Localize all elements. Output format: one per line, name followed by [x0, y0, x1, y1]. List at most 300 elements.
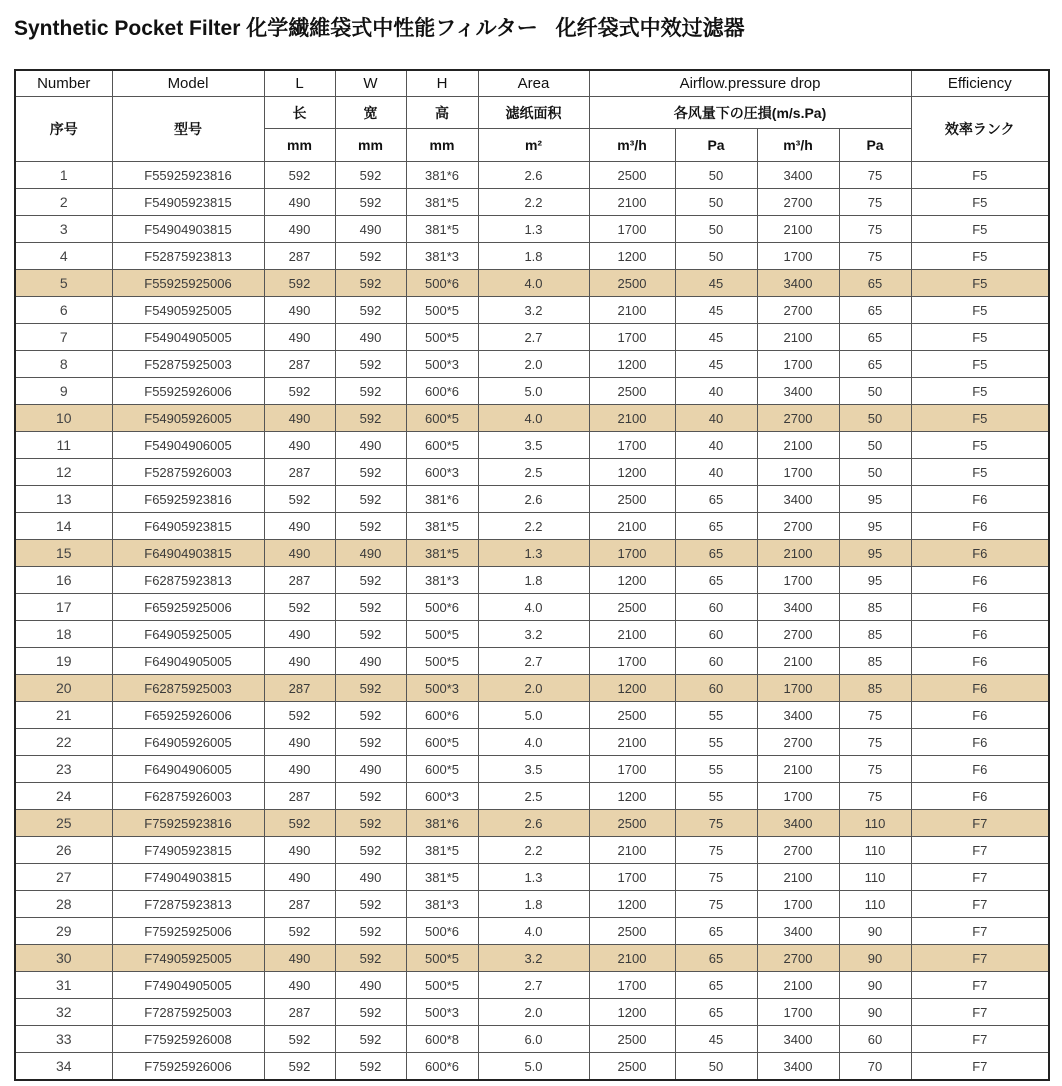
cell-no: 25 — [15, 810, 112, 837]
cell-w: 592 — [335, 486, 406, 513]
cell-model: F75925925006 — [112, 918, 264, 945]
cell-model: F54905925005 — [112, 297, 264, 324]
table-row — [15, 459, 1049, 486]
cell-af2: 2100 — [757, 648, 839, 675]
cell-l: 592 — [264, 1026, 335, 1053]
table-row — [15, 594, 1049, 621]
cell-no: 29 — [15, 918, 112, 945]
cell-model: F65925925006 — [112, 594, 264, 621]
cell-no: 27 — [15, 864, 112, 891]
table-row — [15, 270, 1049, 297]
cell-af2: 1700 — [757, 783, 839, 810]
cell-l: 592 — [264, 378, 335, 405]
cell-model: F52875926003 — [112, 459, 264, 486]
cell-l: 490 — [264, 621, 335, 648]
cell-area: 2.5 — [478, 783, 589, 810]
cell-af2: 1700 — [757, 567, 839, 594]
cell-no: 1 — [15, 162, 112, 189]
cell-h: 381*3 — [406, 567, 478, 594]
cell-l: 490 — [264, 324, 335, 351]
cell-area: 2.7 — [478, 324, 589, 351]
cell-pa2: 50 — [839, 378, 911, 405]
cell-pa2: 95 — [839, 540, 911, 567]
cell-no: 14 — [15, 513, 112, 540]
cell-no: 3 — [15, 216, 112, 243]
cell-eff: F5 — [911, 189, 1049, 216]
cell-w: 490 — [335, 972, 406, 999]
cell-area: 5.0 — [478, 702, 589, 729]
cell-af1: 1700 — [589, 540, 675, 567]
cell-eff: F5 — [911, 216, 1049, 243]
unit-airflow1-m3h: m³/h — [589, 129, 675, 162]
cell-eff: F5 — [911, 351, 1049, 378]
col-header-l: L — [264, 70, 335, 97]
cell-model: F62875923813 — [112, 567, 264, 594]
cell-no: 11 — [15, 432, 112, 459]
cell-area: 1.3 — [478, 864, 589, 891]
cell-af1: 1700 — [589, 432, 675, 459]
cell-af2: 2100 — [757, 972, 839, 999]
cell-pa2: 70 — [839, 1053, 911, 1081]
cell-af1: 2500 — [589, 1026, 675, 1053]
cell-no: 13 — [15, 486, 112, 513]
cell-eff: F6 — [911, 756, 1049, 783]
cell-pa2: 110 — [839, 891, 911, 918]
cell-area: 5.0 — [478, 378, 589, 405]
cell-eff: F6 — [911, 729, 1049, 756]
cell-af2: 2700 — [757, 945, 839, 972]
cell-pa1: 75 — [675, 837, 757, 864]
col-header-l-cn: 长 — [264, 97, 335, 129]
cell-no: 28 — [15, 891, 112, 918]
cell-l: 490 — [264, 756, 335, 783]
table-row — [15, 837, 1049, 864]
cell-model: F55925925006 — [112, 270, 264, 297]
cell-af2: 1700 — [757, 675, 839, 702]
filter-spec-table — [14, 69, 1050, 1081]
cell-no: 23 — [15, 756, 112, 783]
table-row — [15, 1053, 1049, 1081]
cell-eff: F7 — [911, 837, 1049, 864]
col-header-area: Area — [478, 70, 589, 97]
spec-sheet-page — [0, 12, 1062, 1086]
table-row — [15, 351, 1049, 378]
cell-model: F64905923815 — [112, 513, 264, 540]
cell-pa1: 65 — [675, 567, 757, 594]
cell-model: F64904903815 — [112, 540, 264, 567]
table-row — [15, 918, 1049, 945]
page-title — [14, 12, 1062, 42]
cell-w: 490 — [335, 648, 406, 675]
cell-area: 6.0 — [478, 1026, 589, 1053]
cell-pa2: 85 — [839, 648, 911, 675]
cell-no: 7 — [15, 324, 112, 351]
cell-af1: 1700 — [589, 972, 675, 999]
table-row — [15, 216, 1049, 243]
cell-eff: F5 — [911, 405, 1049, 432]
cell-l: 490 — [264, 729, 335, 756]
cell-af1: 2500 — [589, 378, 675, 405]
cell-af1: 1700 — [589, 864, 675, 891]
cell-pa2: 75 — [839, 162, 911, 189]
cell-model: F54904905005 — [112, 324, 264, 351]
cell-af1: 2500 — [589, 162, 675, 189]
cell-af1: 1200 — [589, 567, 675, 594]
table-row — [15, 648, 1049, 675]
cell-af2: 3400 — [757, 1026, 839, 1053]
cell-pa1: 60 — [675, 648, 757, 675]
cell-pa1: 45 — [675, 324, 757, 351]
cell-eff: F7 — [911, 1053, 1049, 1081]
cell-w: 592 — [335, 891, 406, 918]
col-header-airflow-cn: 各风量下の圧損(m/s.Pa) — [589, 97, 911, 129]
table-body — [15, 162, 1049, 1081]
cell-w: 592 — [335, 999, 406, 1026]
cell-w: 592 — [335, 270, 406, 297]
cell-w: 592 — [335, 567, 406, 594]
cell-pa1: 50 — [675, 189, 757, 216]
cell-pa2: 95 — [839, 567, 911, 594]
cell-l: 490 — [264, 189, 335, 216]
cell-no: 30 — [15, 945, 112, 972]
cell-l: 287 — [264, 243, 335, 270]
cell-af2: 2100 — [757, 540, 839, 567]
cell-af1: 1700 — [589, 324, 675, 351]
cell-area: 4.0 — [478, 594, 589, 621]
col-header-area-cn: 滤纸面积 — [478, 97, 589, 129]
cell-pa1: 55 — [675, 702, 757, 729]
cell-area: 2.2 — [478, 189, 589, 216]
cell-l: 287 — [264, 999, 335, 1026]
cell-pa1: 50 — [675, 1053, 757, 1081]
cell-h: 381*6 — [406, 162, 478, 189]
cell-h: 381*5 — [406, 837, 478, 864]
cell-af1: 1200 — [589, 999, 675, 1026]
cell-pa2: 60 — [839, 1026, 911, 1053]
cell-pa1: 65 — [675, 999, 757, 1026]
cell-pa2: 110 — [839, 837, 911, 864]
cell-eff: F5 — [911, 432, 1049, 459]
cell-l: 592 — [264, 1053, 335, 1081]
cell-h: 500*5 — [406, 324, 478, 351]
cell-l: 490 — [264, 216, 335, 243]
cell-area: 2.5 — [478, 459, 589, 486]
cell-h: 500*3 — [406, 351, 478, 378]
col-header-efficiency-cn: 效率ランク — [911, 97, 1049, 162]
col-header-w: W — [335, 70, 406, 97]
cell-area: 2.7 — [478, 972, 589, 999]
cell-af2: 2100 — [757, 864, 839, 891]
cell-h: 500*5 — [406, 297, 478, 324]
cell-af1: 2100 — [589, 621, 675, 648]
cell-pa2: 95 — [839, 513, 911, 540]
cell-model: F72875925003 — [112, 999, 264, 1026]
cell-pa1: 40 — [675, 378, 757, 405]
table-row — [15, 513, 1049, 540]
cell-h: 600*6 — [406, 702, 478, 729]
cell-af2: 2100 — [757, 756, 839, 783]
unit-h-mm: mm — [406, 129, 478, 162]
table-row — [15, 756, 1049, 783]
cell-af2: 3400 — [757, 1053, 839, 1081]
cell-l: 592 — [264, 702, 335, 729]
cell-l: 592 — [264, 486, 335, 513]
cell-h: 600*5 — [406, 756, 478, 783]
cell-no: 6 — [15, 297, 112, 324]
cell-af2: 3400 — [757, 594, 839, 621]
cell-w: 490 — [335, 756, 406, 783]
cell-no: 22 — [15, 729, 112, 756]
cell-h: 500*6 — [406, 594, 478, 621]
cell-h: 500*6 — [406, 918, 478, 945]
cell-eff: F6 — [911, 567, 1049, 594]
cell-pa1: 65 — [675, 918, 757, 945]
table-row — [15, 810, 1049, 837]
cell-af2: 3400 — [757, 270, 839, 297]
cell-af1: 2100 — [589, 837, 675, 864]
cell-no: 18 — [15, 621, 112, 648]
cell-model: F75925926006 — [112, 1053, 264, 1081]
cell-af2: 2700 — [757, 297, 839, 324]
table-row — [15, 783, 1049, 810]
cell-w: 490 — [335, 216, 406, 243]
cell-af2: 3400 — [757, 918, 839, 945]
table-row — [15, 324, 1049, 351]
cell-pa2: 110 — [839, 810, 911, 837]
cell-h: 381*5 — [406, 864, 478, 891]
cell-area: 4.0 — [478, 405, 589, 432]
cell-no: 31 — [15, 972, 112, 999]
table-row — [15, 189, 1049, 216]
cell-l: 287 — [264, 783, 335, 810]
table-row — [15, 567, 1049, 594]
cell-area: 2.6 — [478, 810, 589, 837]
page-title-en: Synthetic Pocket Filter — [14, 17, 241, 40]
cell-af1: 2500 — [589, 918, 675, 945]
cell-pa1: 40 — [675, 405, 757, 432]
cell-eff: F6 — [911, 702, 1049, 729]
cell-model: F74904903815 — [112, 864, 264, 891]
cell-model: F64904905005 — [112, 648, 264, 675]
cell-pa2: 110 — [839, 864, 911, 891]
cell-pa1: 75 — [675, 891, 757, 918]
cell-l: 287 — [264, 459, 335, 486]
cell-af2: 2700 — [757, 729, 839, 756]
cell-af1: 2100 — [589, 513, 675, 540]
cell-area: 1.3 — [478, 540, 589, 567]
cell-model: F64905925005 — [112, 621, 264, 648]
cell-pa2: 65 — [839, 270, 911, 297]
cell-pa2: 85 — [839, 594, 911, 621]
cell-l: 490 — [264, 432, 335, 459]
unit-l-mm: mm — [264, 129, 335, 162]
cell-pa1: 65 — [675, 513, 757, 540]
cell-eff: F5 — [911, 324, 1049, 351]
cell-model: F55925926006 — [112, 378, 264, 405]
cell-af1: 1700 — [589, 216, 675, 243]
cell-area: 1.8 — [478, 567, 589, 594]
cell-eff: F7 — [911, 918, 1049, 945]
table-row — [15, 432, 1049, 459]
cell-pa2: 95 — [839, 486, 911, 513]
cell-af1: 2100 — [589, 405, 675, 432]
cell-area: 4.0 — [478, 729, 589, 756]
cell-pa2: 75 — [839, 189, 911, 216]
table-row — [15, 297, 1049, 324]
cell-area: 1.8 — [478, 243, 589, 270]
cell-pa1: 50 — [675, 243, 757, 270]
cell-w: 592 — [335, 459, 406, 486]
cell-pa1: 40 — [675, 459, 757, 486]
cell-pa1: 75 — [675, 864, 757, 891]
cell-w: 592 — [335, 297, 406, 324]
cell-l: 287 — [264, 351, 335, 378]
cell-pa2: 75 — [839, 702, 911, 729]
cell-model: F55925923816 — [112, 162, 264, 189]
cell-no: 4 — [15, 243, 112, 270]
cell-l: 592 — [264, 594, 335, 621]
cell-h: 381*5 — [406, 540, 478, 567]
table-row — [15, 864, 1049, 891]
cell-af2: 2700 — [757, 189, 839, 216]
table-row — [15, 243, 1049, 270]
cell-pa2: 75 — [839, 729, 911, 756]
cell-no: 2 — [15, 189, 112, 216]
cell-eff: F6 — [911, 783, 1049, 810]
table-row — [15, 729, 1049, 756]
cell-pa2: 65 — [839, 297, 911, 324]
cell-af1: 2500 — [589, 594, 675, 621]
cell-model: F72875923813 — [112, 891, 264, 918]
cell-pa2: 50 — [839, 459, 911, 486]
header-row-cn — [15, 97, 1049, 129]
cell-l: 490 — [264, 945, 335, 972]
table-row — [15, 162, 1049, 189]
cell-pa1: 50 — [675, 162, 757, 189]
cell-eff: F7 — [911, 864, 1049, 891]
cell-af1: 1200 — [589, 459, 675, 486]
cell-area: 3.5 — [478, 432, 589, 459]
cell-h: 381*5 — [406, 216, 478, 243]
cell-w: 592 — [335, 513, 406, 540]
unit-airflow2-m3h: m³/h — [757, 129, 839, 162]
cell-af2: 1700 — [757, 351, 839, 378]
cell-l: 592 — [264, 162, 335, 189]
table-row — [15, 702, 1049, 729]
col-header-model: Model — [112, 70, 264, 97]
cell-l: 490 — [264, 837, 335, 864]
cell-af1: 1700 — [589, 648, 675, 675]
cell-no: 17 — [15, 594, 112, 621]
cell-h: 600*8 — [406, 1026, 478, 1053]
cell-pa1: 65 — [675, 945, 757, 972]
cell-l: 490 — [264, 648, 335, 675]
cell-w: 592 — [335, 783, 406, 810]
cell-area: 4.0 — [478, 270, 589, 297]
cell-eff: F6 — [911, 675, 1049, 702]
table-row — [15, 891, 1049, 918]
cell-h: 381*5 — [406, 513, 478, 540]
cell-pa2: 75 — [839, 243, 911, 270]
cell-model: F65925926006 — [112, 702, 264, 729]
cell-model: F74905925005 — [112, 945, 264, 972]
cell-af2: 3400 — [757, 162, 839, 189]
cell-w: 490 — [335, 324, 406, 351]
cell-af2: 1700 — [757, 243, 839, 270]
cell-pa1: 65 — [675, 486, 757, 513]
cell-eff: F5 — [911, 162, 1049, 189]
cell-l: 490 — [264, 297, 335, 324]
cell-w: 592 — [335, 837, 406, 864]
cell-w: 592 — [335, 189, 406, 216]
cell-model: F65925923816 — [112, 486, 264, 513]
cell-af1: 2500 — [589, 270, 675, 297]
cell-w: 490 — [335, 864, 406, 891]
cell-h: 600*5 — [406, 729, 478, 756]
cell-model: F74904905005 — [112, 972, 264, 999]
col-header-number-cn: 序号 — [15, 97, 112, 162]
cell-area: 3.5 — [478, 756, 589, 783]
cell-pa2: 90 — [839, 945, 911, 972]
cell-h: 500*3 — [406, 675, 478, 702]
cell-af2: 2100 — [757, 432, 839, 459]
cell-eff: F5 — [911, 270, 1049, 297]
cell-af1: 2100 — [589, 729, 675, 756]
table-row — [15, 972, 1049, 999]
cell-area: 3.2 — [478, 621, 589, 648]
cell-eff: F5 — [911, 243, 1049, 270]
cell-h: 600*6 — [406, 1053, 478, 1081]
cell-area: 2.0 — [478, 675, 589, 702]
cell-af2: 2700 — [757, 621, 839, 648]
cell-l: 490 — [264, 972, 335, 999]
cell-pa1: 75 — [675, 810, 757, 837]
cell-pa2: 50 — [839, 432, 911, 459]
cell-eff: F7 — [911, 999, 1049, 1026]
cell-eff: F7 — [911, 945, 1049, 972]
cell-no: 34 — [15, 1053, 112, 1081]
cell-l: 287 — [264, 891, 335, 918]
cell-area: 2.0 — [478, 351, 589, 378]
cell-area: 3.2 — [478, 297, 589, 324]
table-row — [15, 378, 1049, 405]
cell-w: 592 — [335, 918, 406, 945]
cell-h: 381*6 — [406, 810, 478, 837]
cell-model: F75925923816 — [112, 810, 264, 837]
cell-h: 600*3 — [406, 459, 478, 486]
cell-pa1: 40 — [675, 432, 757, 459]
cell-af2: 1700 — [757, 999, 839, 1026]
cell-pa1: 65 — [675, 540, 757, 567]
cell-pa2: 75 — [839, 216, 911, 243]
cell-pa2: 90 — [839, 918, 911, 945]
cell-h: 381*6 — [406, 486, 478, 513]
table-row — [15, 1026, 1049, 1053]
cell-eff: F6 — [911, 594, 1049, 621]
page-title-cn: 化纤袋式中效过滤器 — [555, 17, 745, 40]
cell-model: F54904906005 — [112, 432, 264, 459]
unit-area-m2: m² — [478, 129, 589, 162]
header-row-en — [15, 70, 1049, 97]
cell-w: 592 — [335, 621, 406, 648]
cell-w: 592 — [335, 594, 406, 621]
cell-l: 490 — [264, 864, 335, 891]
cell-l: 490 — [264, 405, 335, 432]
col-header-w-cn: 宽 — [335, 97, 406, 129]
cell-no: 10 — [15, 405, 112, 432]
cell-w: 592 — [335, 1053, 406, 1081]
cell-h: 500*6 — [406, 270, 478, 297]
